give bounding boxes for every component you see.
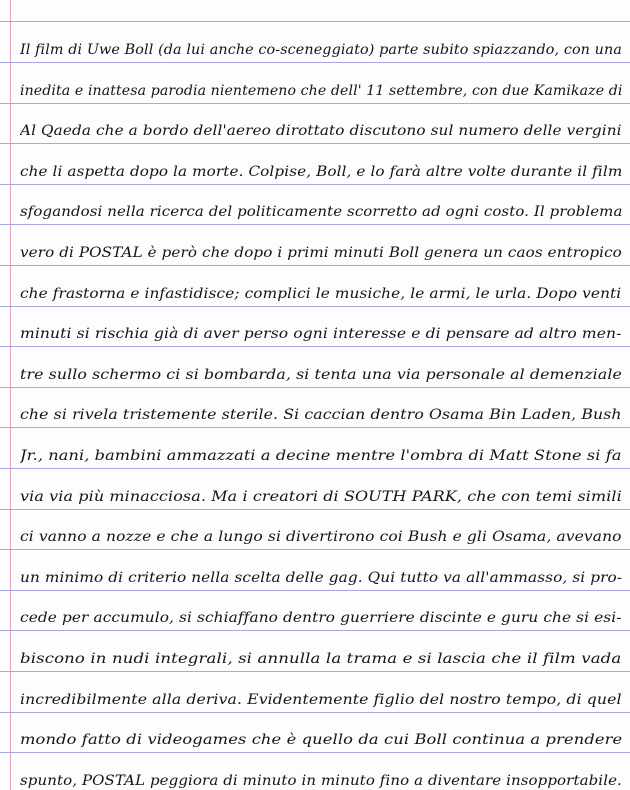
text-line: spunto, POSTAL peggiora di minuto in minuto fino a diventare insopportabile. [20, 772, 622, 789]
text-line: cede per accumulo, si schiaffano dentro guerriere discinte e guru che si esi- [20, 610, 622, 627]
text-line: Al Qaeda che a bordo dell'aereo dirottato discutono sul numero delle vergini [20, 123, 622, 140]
text-line: vero di POSTAL è però che dopo i primi minuti Boll genera un caos entropico [20, 245, 622, 261]
text-line: un minimo di criterio nella scelta delle gag. Qui tutto va all'ammasso, si pro- [20, 569, 622, 586]
text-line: Il film di Uwe Boll (da lui anche co-sceneggiato) parte subito spiazzando, con una [20, 42, 622, 58]
text-line: tre sullo schermo ci si bombarda, si tenta una via personale al demenziale [20, 366, 622, 383]
text-line: minuti si rischia già di aver perso ogni interesse e di pensare ad altro men- [20, 326, 622, 343]
text-line: sfogandosi nella ricerca del politicamente scorretto ad ogni costo. Il problema [20, 204, 622, 221]
text-line: che li aspetta dopo la morte. Colpise, Boll, e lo farà altre volte durante il film [20, 163, 622, 180]
text-line: Jr., nani, bambini ammazzati a decine mentre l'ombra di Matt Stone si fa [20, 448, 622, 464]
ruled-line [0, 21, 630, 22]
text-line: che si rivela tristemente sterile. Si caccian dentro Osama Bin Laden, Bush [20, 407, 622, 424]
text-line: che frastorna e infastidisce; complici le musiche, le armi, le urla. Dopo venti [20, 285, 622, 302]
text-line: biscono in nudi integrali, si annulla la trama e si lascia che il film vada [20, 651, 622, 667]
text-line: incredibilmente alla deriva. Evidentemente figlio del nostro tempo, di quel [20, 691, 622, 708]
text-line: via via più minacciosa. Ma i creatori di SOUTH PARK, che con temi simili [20, 488, 622, 505]
text-line: ci vanno a nozze e che a lungo si divertirono coi Bush e gli Osama, avevano [20, 529, 622, 546]
text-line: mondo fatto di videogames che è quello da cui Boll continua a prendere [20, 732, 622, 749]
text-line: inedita e inattesa parodia nientemeno che dell' 11 settembre, con due Kamikaze di [20, 82, 622, 99]
